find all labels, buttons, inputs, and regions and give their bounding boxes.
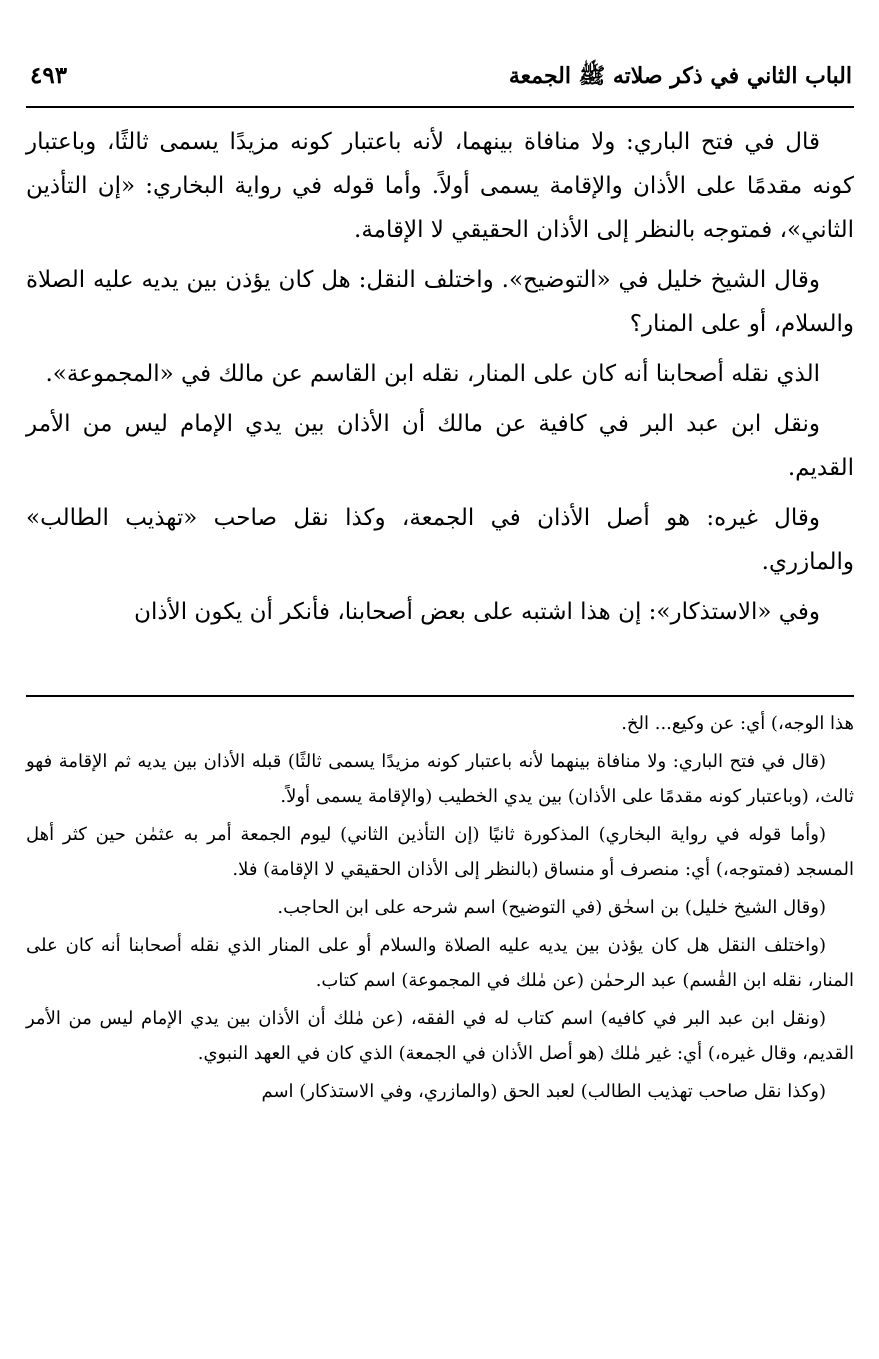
note-paragraph: (واختلف النقل هل كان يؤذن بين يديه عليه الصلاة والسلام أو على المنار الذي نقله أصحابنا أنه كان على المنار، نقله ابن القٰسم) عبد الرحمٰن (عن مٰلك في المجموعة) اسم كتاب.	[26, 935, 854, 991]
main-paragraph: وقال غيره: هو أصل الأذان في الجمعة، وكذا نقل صاحب «تهذيب الطالب» والمازري.	[26, 505, 854, 575]
note-paragraph: هذا الوجه،) أي: عن وكيع... الخ.	[621, 713, 854, 734]
page-number: ٤٩٣	[30, 62, 68, 89]
note-paragraph: (قال في فتح الباري: ولا منافاة بينهما لأنه باعتبار كونه مزيدًا يسمى ثالثًا) قبله الأذان بين يديه ثم الإقامة فهو ثالث، (وباعتبار كونه مقدمًا على الأذان) بين يدي الخطيب (والإقامة يسمى أولاً.	[26, 751, 854, 807]
main-paragraph: ونقل ابن عبد البر في كافية عن مالك أن الأذان بين يدي الإمام ليس من الأمر القديم.	[26, 411, 854, 481]
main-paragraph: وفي «الاستذكار»: إن هذا اشتبه على بعض أصحابنا، فأنكر أن يكون الأذان	[134, 599, 820, 625]
main-text	[26, 120, 854, 640]
note-paragraph: (وأما قوله في رواية البخاري) المذكورة ثانيًا (إن التأذين الثاني) ليوم الجمعة أمر به عثمٰن حين كثر أهل المسجد (فمتوجه،) أي: منصرف أو منساق (بالنظر إلى الأذان الحقيقي لا الإقامة) فلا.	[26, 824, 854, 880]
book-page	[26, 0, 854, 1359]
note-paragraph: (وكذا نقل صاحب تهذيب الطالب) لعبد الحق (والمازري، وفي الاستذكار) اسم	[261, 1081, 826, 1102]
commentary-notes	[26, 706, 854, 1112]
main-paragraph: الذي نقله أصحابنا أنه كان على المنار، نقله ابن القاسم عن مالك في «المجموعة».	[45, 361, 820, 387]
running-title: الباب الثاني في ذكر صلاته ﷺ الجمعة	[508, 63, 852, 89]
note-paragraph: (ونقل ابن عبد البر في كافيه) اسم كتاب له في الفقه، (عن مٰلك أن الأذان بين يدي الإمام ليس من الأمر القديم، وقال غيره،) أي: غير مٰلك (هو أصل الأذان في الجمعة) الذي كان في العهد النبوي.	[26, 1008, 854, 1064]
main-paragraph: وقال الشيخ خليل في «التوضيح». واختلف النقل: هل كان يؤذن بين يديه عليه الصلاة والسلام، أو على المنار؟	[26, 267, 854, 337]
footnote-divider	[26, 695, 854, 697]
note-paragraph: (وقال الشيخ خليل) بن اسحٰق (في التوضيح) اسم شرحه على ابن الحاجب.	[277, 897, 826, 918]
page-header	[26, 62, 854, 98]
header-rule	[26, 106, 854, 108]
main-paragraph: قال في فتح الباري: ولا منافاة بينهما، لأنه باعتبار كونه مزيدًا يسمى ثالثًا، وباعتبار كونه مقدمًا على الأذان والإقامة يسمى أولاً. وأما قوله في رواية البخاري: «إن التأذين الثاني»، فمتوجه بالنظر إلى الأذان الحقيقي لا الإقامة.	[26, 129, 854, 243]
